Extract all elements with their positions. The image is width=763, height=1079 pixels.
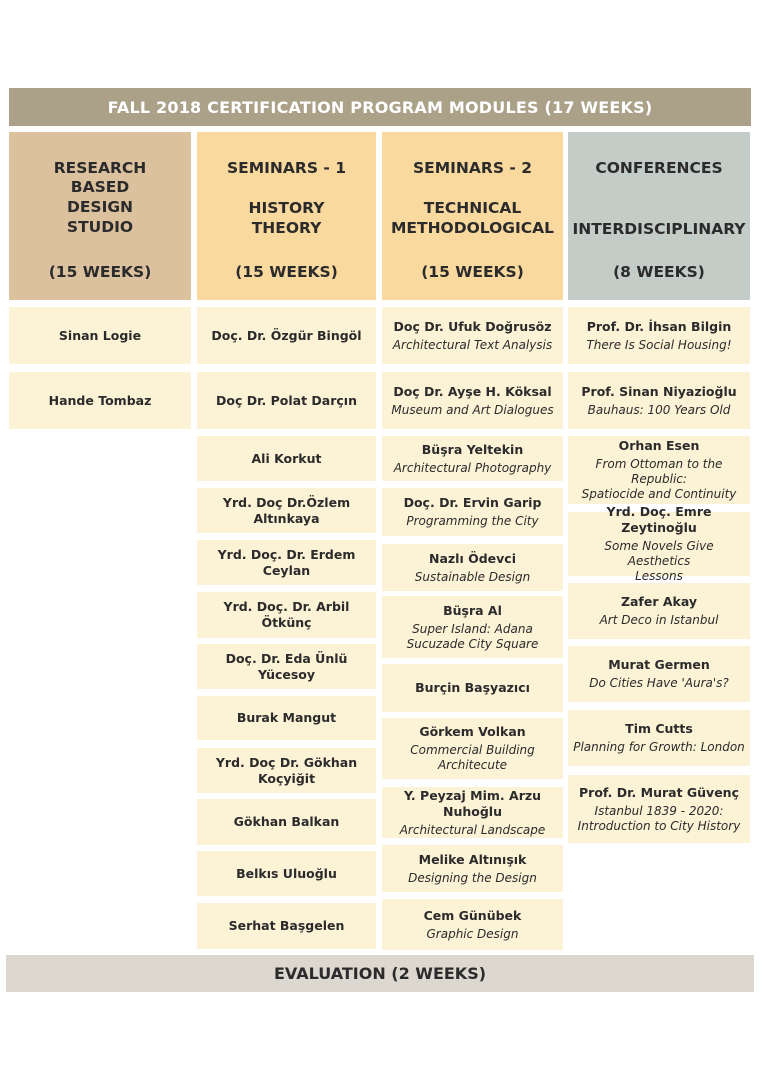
- seminars1-entry: [197, 799, 376, 845]
- lecturer-name: Y. Peyzaj Mim. Arzu Nuhoğlu: [403, 787, 542, 819]
- lecturer-name: Prof. Sinan Niyazioğlu: [581, 383, 737, 399]
- lecturer-name: Büşra Yeltekin: [421, 441, 524, 457]
- conferences-entry: [568, 775, 750, 843]
- lecture-topic-line: Architectural Photography: [393, 460, 552, 475]
- evaluation-label: EVALUATION (2 WEEKS): [273, 964, 487, 983]
- lecturer-name: Serhat Başgelen: [228, 918, 345, 933]
- studio-entry: [9, 372, 191, 429]
- lecturer-name: Yrd. Doç. Emre Zeytinoğlu: [606, 504, 712, 535]
- lecture-topic: [394, 461, 552, 476]
- lecturer-name: Orhan Esen: [618, 438, 700, 453]
- seminars2-entry: [382, 544, 563, 591]
- lecturer-name: Cem Günübek: [423, 907, 522, 923]
- seminars1-entry: [197, 488, 376, 533]
- lecturer-name: Hande Tombaz: [48, 392, 152, 408]
- evaluation-bar: [6, 955, 754, 992]
- lecture-topic-line: Architectural Landscape: [399, 822, 546, 837]
- lecture-topic-line: Art Deco in Istanbul: [599, 613, 719, 627]
- column-duration: (8 WEEKS): [613, 263, 705, 281]
- lecture-topic: [578, 804, 741, 834]
- seminars2-entry: [382, 899, 563, 950]
- lecture-topic-line: Do Cities Have 'Aura's?: [589, 676, 729, 690]
- seminars2-entry: [382, 718, 563, 779]
- lecture-topic: [586, 338, 731, 353]
- lecture-topic: [600, 613, 719, 628]
- lecturer-name: Belkıs Uluoğlu: [236, 865, 337, 881]
- column-header-line: HISTORY: [248, 199, 325, 217]
- lecturer-name: Ali Korkut: [251, 450, 322, 466]
- seminars1-entry: [197, 307, 376, 364]
- lecture-topic-line: Introduction to City History: [577, 818, 741, 833]
- lecturer-name: Nazlı Ödevci: [429, 550, 516, 566]
- column-header-1: [9, 132, 191, 300]
- studio-entry: [9, 307, 191, 364]
- lecture-topic-line: Architectural Text Analysis: [392, 337, 553, 352]
- column-header-line: SEMINARS - 1: [226, 159, 347, 177]
- conferences-entry: [568, 646, 750, 702]
- conferences-entry: [568, 436, 750, 504]
- conferences-entry: [568, 307, 750, 364]
- lecturer-name: Gökhan Balkan: [233, 814, 340, 829]
- lecture-topic: [406, 514, 538, 529]
- lecturer-name: Zafer Akay: [620, 594, 698, 609]
- column-duration: (15 WEEKS): [421, 263, 524, 281]
- lecture-topic-line: Graphic Design: [426, 926, 519, 941]
- seminars1-entry: [197, 644, 376, 689]
- lecture-topic: [391, 403, 553, 418]
- lecture-topic: [589, 676, 729, 691]
- column-header-line: STUDIO: [66, 218, 134, 236]
- program-title-banner: [9, 88, 751, 126]
- column-header-line: INTERDISCIPLINARY: [572, 220, 746, 238]
- seminars2-entry: [382, 664, 563, 712]
- seminars1-entry: [197, 372, 376, 429]
- seminars1-entry: [197, 748, 376, 793]
- column-header-line: SEMINARS - 2: [412, 159, 533, 177]
- column-header-2: [197, 132, 376, 300]
- lecture-topic-line: Programming the City: [406, 514, 539, 528]
- column-header-line: BASED: [70, 178, 130, 196]
- seminars1-entry: [197, 592, 376, 638]
- column-header-line: METHODOLOGICAL: [390, 219, 554, 237]
- conferences-entry: [568, 504, 750, 583]
- lecture-topic-line: Super Island: Adana: [412, 621, 533, 636]
- lecturer-name: Yrd. Doç. Dr. Arbil Ötkünç: [223, 599, 350, 630]
- lecture-topic: [588, 403, 731, 418]
- column-duration: (15 WEEKS): [235, 263, 338, 281]
- conferences-entry: [568, 583, 750, 639]
- conferences-entry: [568, 372, 750, 429]
- column-duration: (15 WEEKS): [48, 263, 152, 281]
- lecturer-name: Doç Dr. Ufuk Doğrusöz: [393, 318, 552, 334]
- lecture-topic: [572, 457, 746, 502]
- conferences-entry: [568, 710, 750, 766]
- seminars1-entry: [197, 540, 376, 585]
- lecturer-name: Doç Dr. Ayşe H. Köksal: [393, 383, 552, 399]
- column-header-line: CONFERENCES: [595, 159, 723, 177]
- lecturer-name: Burak Mangut: [236, 710, 337, 725]
- lecture-topic-line: Designing the Design: [408, 870, 537, 885]
- lecturer-name: Yrd. Doç. Dr. Erdem Ceylan: [217, 546, 356, 578]
- lecture-topic-line: From Ottoman to the Republic:: [595, 457, 723, 486]
- seminars1-entry: [197, 903, 376, 949]
- lecture-topic-line: There Is Social Housing!: [586, 337, 732, 352]
- column-header-line: RESEARCH: [53, 159, 147, 177]
- lecturer-name: Büşra Al: [443, 602, 502, 618]
- program-title: FALL 2018 CERTIFICATION PROGRAM MODULES (17 WEEKS): [107, 97, 653, 117]
- lecturer-name: Murat Germen: [608, 657, 710, 672]
- lecture-topic: [393, 338, 552, 353]
- seminars1-entry: [197, 436, 376, 481]
- seminars1-entry: [197, 696, 376, 740]
- lecture-topic-line: Sucuzade City Square: [406, 636, 539, 651]
- lecture-topic-line: Planning for Growth: London: [573, 740, 745, 754]
- seminars2-entry: [382, 596, 563, 658]
- lecturer-name: Prof. Dr. Murat Güvenç: [579, 784, 739, 800]
- lecturer-name: Doç. Dr. Ervin Garip: [403, 495, 542, 510]
- column-header-line: THEORY: [251, 219, 322, 237]
- lecture-topic-line: Museum and Art Dialogues: [391, 402, 554, 417]
- lecture-topic: [407, 622, 539, 652]
- lecture-topic: [408, 871, 537, 886]
- lecturer-name: Doç. Dr. Eda Ünlü Yücesoy: [225, 650, 348, 682]
- lecture-topic: [572, 539, 746, 584]
- lecturer-name: Tim Cutts: [625, 721, 693, 736]
- seminars2-entry: [382, 436, 563, 481]
- lecture-topic-line: Istanbul 1839 - 2020:: [594, 803, 724, 818]
- seminars1-entry: [197, 851, 376, 896]
- lecture-topic-line: Sustainable Design: [414, 569, 531, 584]
- lecture-topic: [573, 740, 745, 755]
- lecturer-name: Görkem Volkan: [419, 724, 526, 739]
- lecturer-name: Yrd. Doç Dr.Özlem Altınkaya: [222, 494, 351, 526]
- seminars2-entry: [382, 307, 563, 364]
- lecture-topic: [427, 927, 519, 942]
- lecturer-name: Prof. Dr. İhsan Bilgin: [586, 318, 732, 334]
- lecture-topic-line: Commercial Building: [410, 743, 535, 757]
- seminars2-entry: [382, 488, 563, 536]
- lecture-topic: [400, 823, 546, 838]
- seminars2-entry: [382, 845, 563, 892]
- lecture-topic-line: Some Novels Give Aesthetics: [604, 539, 714, 568]
- lecturer-name: Doç Dr. Polat Darçın: [216, 392, 357, 408]
- lecture-topic: [415, 570, 530, 585]
- lecturer-name: Melike Altınışık: [418, 851, 527, 867]
- lecture-topic-line: Bauhaus: 100 Years Old: [587, 402, 731, 417]
- lecturer-name: Yrd. Doç Dr. Gökhan Koçyiğit: [215, 754, 358, 786]
- column-header-line: TECHNICAL: [423, 199, 522, 217]
- lecturer-name: Sinan Logie: [58, 327, 142, 343]
- column-header-4: [568, 132, 750, 300]
- lecturer-name: Doç. Dr. Özgür Bingöl: [211, 327, 362, 343]
- lecture-topic-line: Spatiocide and Continuity: [581, 487, 737, 501]
- seminars2-entry: [382, 372, 563, 429]
- lecture-topic-line: Architecute: [437, 758, 508, 772]
- lecture-topic: [410, 743, 535, 773]
- lecture-topic-line: Lessons: [635, 569, 683, 583]
- lecturer-name: Burçin Başyazıcı: [415, 680, 530, 695]
- column-header-line: DESIGN: [66, 198, 134, 216]
- seminars2-entry: [382, 787, 563, 838]
- column-header-3: [382, 132, 563, 300]
